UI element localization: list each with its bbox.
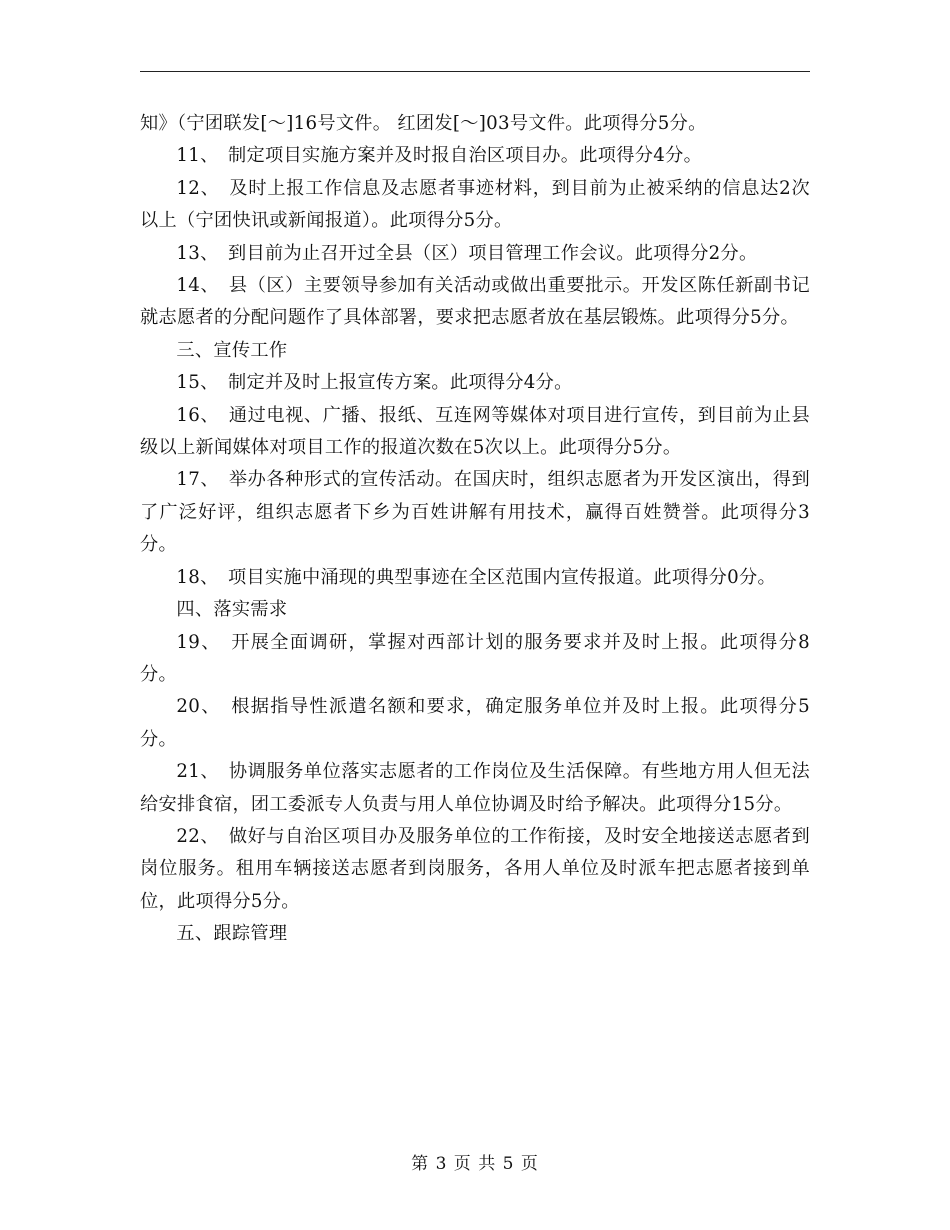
paragraph: 15、 制定并及时上报宣传方案。此项得分4分。 <box>176 372 573 394</box>
paragraph: 20、 根据指导性派遣名额和要求，确定服务单位并及时上报。此项得分5分。 <box>140 696 810 750</box>
section-heading: 五、跟踪管理 <box>176 923 288 945</box>
paragraph: 19、 开展全面调研，掌握对西部计划的服务要求并及时上报。此项得分8分。 <box>140 631 810 685</box>
page-number-footer: 第 3 页 共 5 页 <box>411 1154 539 1174</box>
paragraph: 17、 举办各种形式的宣传活动。在国庆时，组织志愿者为开发区演出，得到了广泛好评，组织志愿者下乡为百姓讲解有用技术，赢得百姓赞誉。此项得分3分。 <box>140 469 810 556</box>
section-heading: 四、落实需求 <box>176 599 288 621</box>
section-heading: 三、宣传工作 <box>176 339 288 361</box>
paragraph: 13、 到目前为止召开过全县（区）项目管理工作会议。此项得分2分。 <box>176 242 758 264</box>
paragraph: 知》（宁团联发[～]16号文件。 红团发[～]03号文件。此项得分5分。 <box>140 113 707 134</box>
document-body <box>140 108 810 951</box>
paragraph: 14、 县（区）主要领导参加有关活动或做出重要批示。开发区陈任新副书记就志愿者的分配问题作了具体部署，要求把志愿者放在基层锻炼。此项得分5分。 <box>140 275 810 329</box>
paragraph: 11、 制定项目实施方案并及时报自治区项目办。此项得分4分。 <box>176 145 703 167</box>
paragraph: 18、 项目实施中涌现的典型事迹在全区范围内宣传报道。此项得分0分。 <box>176 566 777 588</box>
paragraph: 21、 协调服务单位落实志愿者的工作岗位及生活保障。有些地方用人但无法给安排食宿，团工委派专人负责与用人单位协调及时给予解决。此项得分15分。 <box>140 761 810 815</box>
header-rule <box>140 71 810 72</box>
paragraph: 16、 通过电视、广播、报纸、互连网等媒体对项目进行宣传，到目前为止县级以上新闻媒体对项目工作的报道次数在5次以上。此项得分5分。 <box>140 404 810 459</box>
paragraph: 22、 做好与自治区项目办及服务单位的工作衔接，及时安全地接送志愿者到岗位服务。租用车辆接送志愿者到岗服务，各用人单位及时派车把志愿者接到单位，此项得分5分。 <box>140 825 810 912</box>
paragraph: 12、 及时上报工作信息及志愿者事迹材料，到目前为止被采纳的信息达2次以上（宁团快讯或新闻报道）。此项得分5分。 <box>140 177 810 232</box>
